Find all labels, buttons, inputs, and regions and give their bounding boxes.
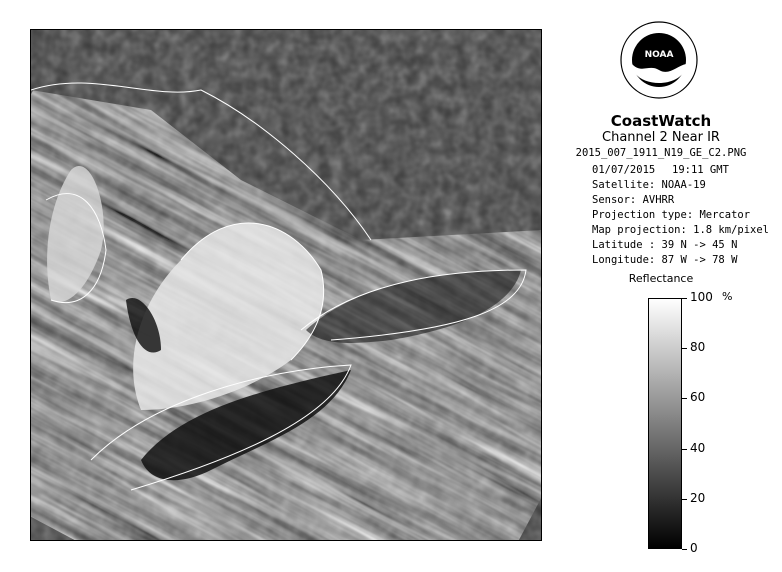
longitude-label: Longitude: 87 W -> 78 W [592,254,738,266]
satellite-imagery [31,30,542,541]
satellite-label: Satellite: NOAA-19 [592,179,706,191]
colorbar-unit: % [722,290,733,303]
colorbar-tick-label: 60 [690,390,706,405]
reflectance-colorbar [648,298,682,549]
noaa-logo-icon [619,20,699,100]
colorbar-tick [682,549,687,550]
latitude-label: Latitude : 39 N -> 45 N [592,239,738,251]
colorbar-tick-label: 0 [690,541,698,555]
product-title: CoastWatch [610,112,712,130]
colorbar-tick-label: 40 [690,440,706,455]
colorbar-tick-label: 20 [690,490,706,505]
satellite-map [30,29,542,541]
colorbar-tick [682,348,687,349]
colorbar-tick [682,298,687,299]
colorbar-tick-label: 100 [690,290,713,304]
logo-text: NOAA [644,50,674,60]
acquisition-time: 19:11 GMT [672,164,729,176]
colorbar-tick [682,398,687,399]
colorbar-tick [682,499,687,500]
acquisition-date: 01/07/2015 [592,164,656,176]
projection-type-label: Projection type: Mercator [592,209,751,221]
sensor-label: Sensor: AVHRR [592,194,675,206]
colorbar-tick-label: 80 [690,340,706,355]
colorbar-tick [682,449,687,450]
channel-subtitle: Channel 2 Near IR [602,130,720,145]
colorbar-title: Reflectance [628,272,694,285]
image-filename: 2015_007_1911_N19_GE_C2.PNG [575,147,747,159]
map-projection-label: Map projection: 1.8 km/pixel [592,224,770,236]
